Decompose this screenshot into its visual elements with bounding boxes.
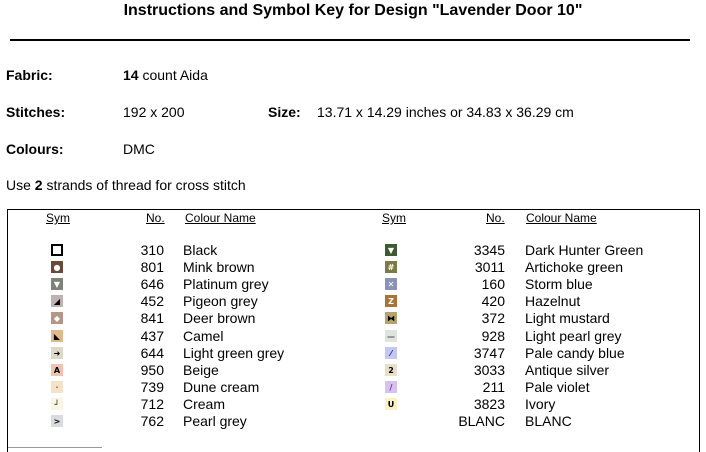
symbol-digit-two-icon: 2 xyxy=(385,364,397,376)
header-sym-left: Sym xyxy=(46,211,70,225)
colour-number: 801 xyxy=(140,259,164,276)
symbol-circle-icon: ● xyxy=(51,261,63,273)
symbol-corner-triangle-icon: ◢ xyxy=(51,295,63,307)
header-sym-right: Sym xyxy=(382,211,406,225)
strands-instruction xyxy=(6,177,246,193)
strands-count: 2 xyxy=(34,177,43,193)
title-divider xyxy=(10,39,690,41)
colour-number: 420 xyxy=(481,293,505,310)
colour-name: Pearl grey xyxy=(183,413,247,429)
colour-number: 437 xyxy=(140,327,164,344)
symbol-letter-u-icon: U xyxy=(385,398,397,410)
colour-number: 644 xyxy=(140,344,164,361)
symbol-arrow-right-icon: ➜ xyxy=(51,347,63,359)
colour-name: Mink brown xyxy=(183,259,255,276)
colour-number: 928 xyxy=(481,327,505,344)
size-value: 13.71 x 14.29 inches or 34.83 x 36.29 cm xyxy=(317,104,574,120)
fabric-label: Fabric: xyxy=(6,67,53,83)
strands-post: strands of thread for cross stitch xyxy=(42,177,246,193)
colours-value: DMC xyxy=(123,141,155,157)
colour-name: Storm blue xyxy=(525,276,593,293)
colour-name: Antique silver xyxy=(525,361,610,378)
symbol-corner-bracket-icon: ┘ xyxy=(51,398,63,410)
colour-number: BLANC xyxy=(458,413,505,429)
symbol-triangle-down-icon: ▼ xyxy=(51,278,63,290)
symbol-blank-icon xyxy=(385,415,397,427)
colour-number: 3011 xyxy=(474,259,505,276)
colour-name: Pale candy blue xyxy=(525,344,625,361)
symbol-dash-icon: — xyxy=(387,331,395,341)
colour-number: 310 xyxy=(140,242,164,258)
symbol-cross-icon: ✕ xyxy=(385,278,397,290)
header-no-left: No. xyxy=(146,211,165,225)
colour-number: 3345 xyxy=(473,242,505,258)
colour-name: Deer brown xyxy=(183,310,256,327)
symbol-square-outline-icon xyxy=(51,244,63,256)
colours-label: Colours: xyxy=(6,141,64,157)
fabric-value xyxy=(123,67,208,83)
colour-name: Artichoke green xyxy=(525,259,624,276)
colour-number: 950 xyxy=(140,361,164,378)
size-label: Size: xyxy=(268,104,301,120)
symbol-triangle-down-icon: ▼ xyxy=(385,244,397,256)
colour-name: Pigeon grey xyxy=(183,293,258,310)
colour-name: Pale violet xyxy=(525,378,590,395)
colour-number: 739 xyxy=(140,378,164,395)
colour-name: Light mustard xyxy=(525,310,610,327)
colour-number: 211 xyxy=(482,378,505,395)
colour-name: Dark Hunter Green xyxy=(525,242,644,258)
symbol-letter-z-icon: Z xyxy=(385,295,397,307)
symbol-diamond-icon: ◆ xyxy=(51,312,63,324)
symbol-corner-triangle-left-icon: ◣ xyxy=(51,330,63,342)
colour-number: 762 xyxy=(140,413,164,429)
colour-name: Light pearl grey xyxy=(525,327,622,344)
strands-pre: Use xyxy=(6,177,35,193)
page-title: Instructions and Symbol Key for Design "Lavender Door 10" xyxy=(123,2,583,19)
colour-number: 712 xyxy=(140,395,164,412)
colour-number: 160 xyxy=(481,276,505,293)
fabric-type: count Aida xyxy=(138,67,208,83)
colour-number: 646 xyxy=(140,276,164,293)
colour-name: Cream xyxy=(183,395,226,412)
stitches-value: 192 x 200 xyxy=(123,104,185,120)
colour-name: BLANC xyxy=(525,413,572,429)
symbol-bowtie-icon: ⧓ xyxy=(387,314,395,324)
symbol-chevron-right-icon: > xyxy=(51,415,63,427)
bottom-rule xyxy=(8,447,102,448)
colour-number: 841 xyxy=(140,310,164,327)
colour-name: Ivory xyxy=(525,395,556,412)
colour-number: 3033 xyxy=(473,361,505,378)
header-no-right: No. xyxy=(486,211,505,225)
symbol-slash-icon: / xyxy=(385,381,397,393)
colour-number: 452 xyxy=(140,293,164,310)
colour-name: Light green grey xyxy=(183,344,285,361)
header-colour-name-left: Colour Name xyxy=(185,211,256,225)
colour-name: Black xyxy=(183,242,218,258)
colour-name: Camel xyxy=(183,327,224,344)
fabric-count: 14 xyxy=(123,67,139,83)
symbol-slash-icon: ⁄ xyxy=(385,347,397,359)
symbol-letter-a-icon: A xyxy=(51,364,63,376)
colour-name: Hazelnut xyxy=(525,293,581,310)
symbol-hash-icon: # xyxy=(385,261,397,273)
colour-name: Dune cream xyxy=(183,378,260,395)
colour-name: Beige xyxy=(183,361,219,378)
colour-name: Platinum grey xyxy=(183,276,269,293)
colour-number: 372 xyxy=(481,310,505,327)
colour-number: 3747 xyxy=(473,344,505,361)
header-colour-name-right: Colour Name xyxy=(526,211,597,225)
symbol-dot-icon: · xyxy=(51,381,63,393)
stitches-label: Stitches: xyxy=(6,104,66,120)
colour-number: 3823 xyxy=(473,395,505,412)
